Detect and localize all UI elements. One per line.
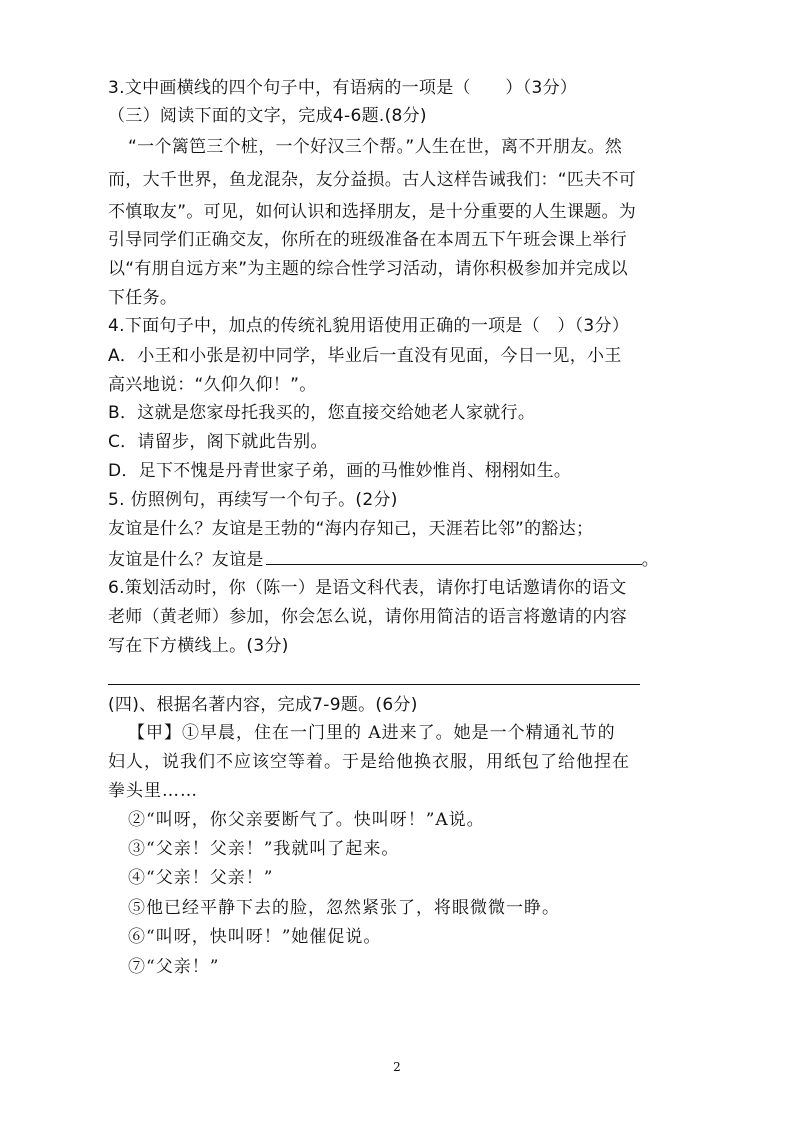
question-5: 5. 仿照例句，再续写一个句子。(2分) [108,490,398,510]
excerpt-line: ⑤他已经平静下去的脸，忽然紧张了，将眼微微一睁。 [128,898,560,918]
excerpt-line: 【甲】①早晨，住在一门里的 A进来了。她是一个精通礼节的 [128,723,616,743]
passage-line: “一个篱笆三个桩，一个好汉三个帮。”人生在世，离不开朋友。然 [128,137,623,157]
option-a: A．小王和小张是初中同学，毕业后一直没有见面，今日一见，小王 [108,346,622,366]
passage-line: 不慎取友”。可见，如何认识和选择朋友，是十分重要的人生课题。为 [108,202,637,222]
excerpt-line: ③“父亲！父亲！”我就叫了起来。 [128,839,400,859]
q5-example: 友谊是什么？友谊是王勃的“海内存知己，天涯若比邻”的豁达； [108,519,594,539]
excerpt-line: ⑥“叫呀，快叫呀！”她催促说。 [128,927,382,947]
excerpt-line: ②“叫呀，你父亲要断气了。快叫呀！”A说。 [128,810,485,830]
q5-answer-blank[interactable] [266,546,642,565]
q5-answer-row [108,546,668,572]
passage-line: 下任务。 [108,288,178,308]
page-number: 2 [393,1060,401,1074]
passage-line: 以“有朋自远方来”为主题的综合性学习活动，请你积极参加并完成以 [108,259,628,279]
question-6-cont: 老师（黄老师）参加，你会怎么说，请你用简洁的语言将邀请的内容 [108,607,627,627]
passage-line: 引导同学们正确交友，你所在的班级准备在本周五下午班会课上举行 [108,230,627,250]
option-d: D．足下不愧是丹青世家子弟，画的马惟妙惟肖、栩栩如生。 [108,461,572,481]
question-6-cont: 写在下方横线上。(3分) [108,636,289,656]
option-a-cont: 高兴地说：“久仰久仰！”。 [108,375,317,395]
q5-prompt: 友谊是什么？友谊是 [108,550,264,570]
option-c: C．请留步，阁下就此告别。 [108,432,328,452]
section-3-title: （三）阅读下面的文字，完成4-6题.(8分) [108,106,427,126]
section-4-title: (四)、根据名著内容，完成7-9题。(6分) [108,695,418,715]
excerpt-line: 妇人，说我们不应该空等着。于是给他换衣服，用纸包了给他捏在 [108,752,630,772]
question-6: 6.策划活动时，你（陈一）是语文科代表，请你打电话邀请你的语文 [108,578,627,598]
passage-line: 而，大千世界，鱼龙混杂，友分益损。古人这样告诫我们：“匹夫不可 [108,170,637,190]
q5-end: 。 [641,550,660,570]
question-4: 4.下面句子中，加点的传统礼貌用语使用正确的一项是（ ）（3分） [108,316,630,336]
excerpt-line: ④“父亲！父亲！” [128,868,274,888]
excerpt-line: 拳头里…… [108,781,198,801]
option-b: B．这就是您家母托我买的，您直接交给她老人家就行。 [108,403,536,423]
question-3: 3.文中画横线的四个句子中，有语病的一项是（ ）（3分） [108,78,578,98]
excerpt-line: ⑦“父亲！” [128,957,220,977]
q6-answer-line[interactable] [108,683,640,685]
